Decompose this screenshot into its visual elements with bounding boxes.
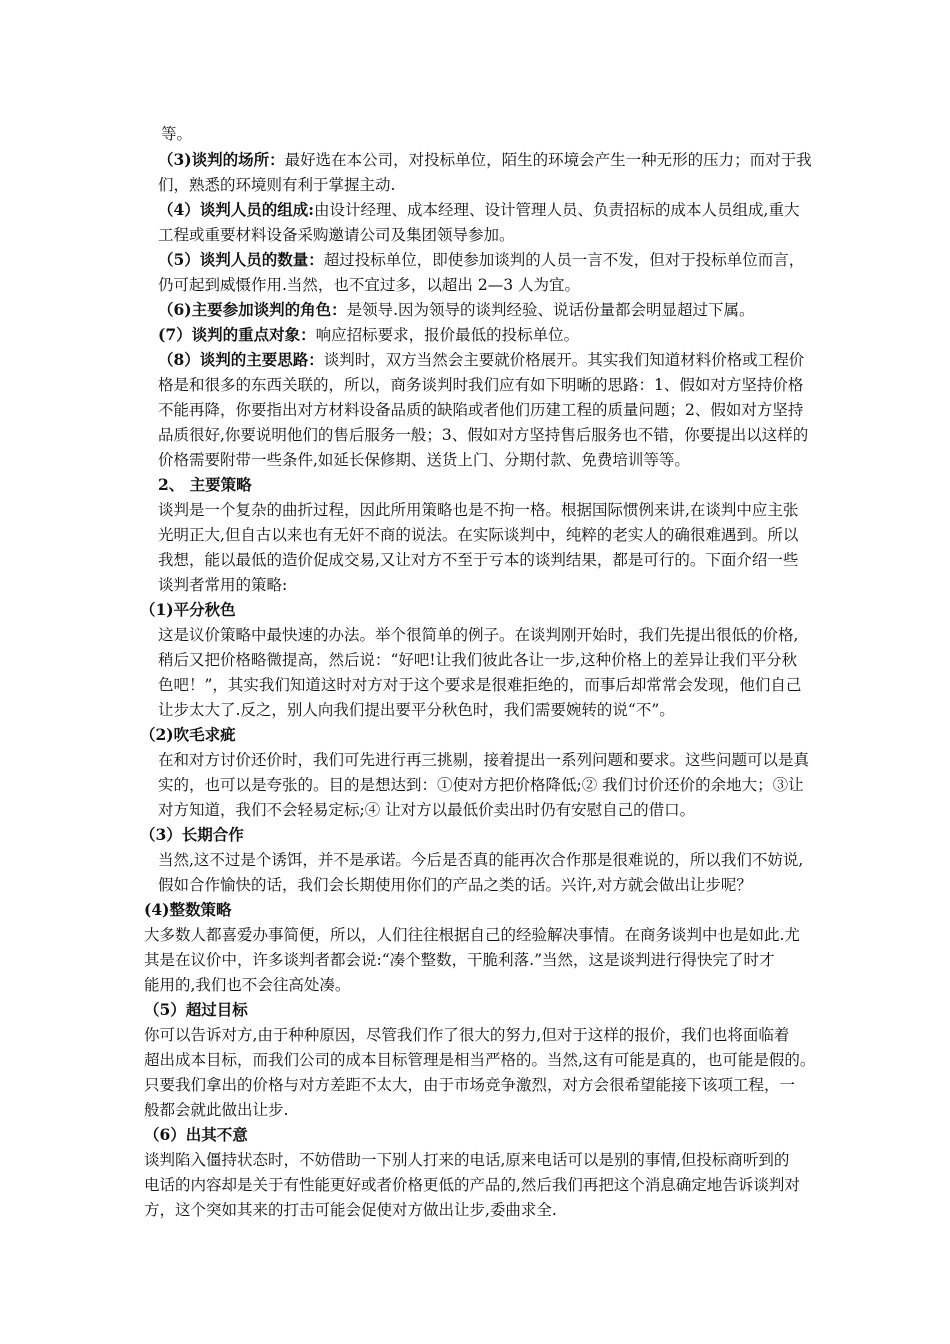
line-text: 谈判是一个复杂的曲折过程，因此所用策略也是不拘一格。根据国际惯例来讲,在谈判中应主张	[158, 501, 799, 519]
line-text: 实的，也可以是夸张的。目的是想达到：①使对方把价格降低;② 我们讨价还价的余地大；③让	[158, 776, 804, 794]
line-text: 方，这个突如其来的打击可能会促使对方做出让步,委曲求全.	[144, 1201, 557, 1219]
line-text: 最好选在本公司，对投标单位，陌生的环境会产生一种无形的压力；而对于我	[284, 151, 812, 169]
line-text: 谈判时，双方当然会主要就价格展开。其实我们知道材料价格或工程价	[323, 351, 805, 369]
line-text: 不能再降，你要指出对方材料设备品质的缺陷或者他们历建工程的质量问题；2、假如对方坚持	[158, 401, 804, 419]
line-text: 对方知道，我们不会轻易定标;④ 让对方以最低价卖出时仍有安慰自己的借口。	[158, 801, 696, 819]
line-text: 光明正大,但自古以来也有无奸不商的说法。在实际谈判中，纯粹的老实人的确很难遇到。所以	[158, 526, 799, 544]
text-line	[158, 649, 862, 671]
line-text: 价格需要附带一些条件,如延长保修期、送货上门、分期付款、免费培训等等。	[158, 451, 690, 469]
text-line	[144, 924, 860, 946]
section-heading	[140, 599, 920, 621]
line-text: 其是在议价中，许多谈判者都会说:“凑个整数，干脆利落.”当然，这是谈判进行得快完了时才	[144, 951, 775, 969]
line-text: 等。	[161, 125, 193, 143]
line-text: 让步太大了.反之，别人向我们提出要平分秋色时，我们需要婉转的说“不”。	[158, 701, 675, 719]
line-text: 电话的内容却是关于有性能更好或者价格更低的产品的,然后我们再把这个消息确定地告诉谈判对	[144, 1176, 800, 1194]
line-text: 响应招标要求，报价最低的投标单位。	[315, 326, 580, 344]
text-line	[158, 274, 938, 296]
line-text: 在和对方讨价还价时，我们可先进行再三挑剔，接着提出一系列问题和要求。这些问题可以是真	[158, 751, 810, 769]
text-line	[158, 674, 862, 696]
line-text: 仍可起到威慑作用.当然，也不宜过多，以超出 2—3 人为宜。	[158, 276, 581, 294]
line-text: 假如合作愉快的话，我们会长期使用你们的产品之类的话。兴许,对方就会做出让步呢？	[158, 876, 752, 894]
line-heading: （2)吹毛求疵	[140, 725, 236, 744]
line-text: 超出成本目标，而我们公司的成本目标管理是相当严格的。当然,这有可能是真的，也可能是假的。	[144, 1051, 816, 1069]
line-text: 由设计经理、成本经理、设计管理人员、负责招标的成本人员组成,重大	[314, 201, 800, 219]
text-line	[158, 424, 860, 446]
text-line	[158, 874, 938, 896]
line-text: 我想，能以最低的造价促成交易,又让对方不至于亏本的谈判结果，都是可行的。下面介绍一些	[158, 551, 799, 569]
text-line	[158, 699, 938, 721]
text-line	[158, 524, 860, 546]
line-text: 稍后又把价格略微提高，然后说：“好吧!让我们彼此各让一步,这种价格上的差异让我们平分秋	[158, 651, 798, 669]
text-line	[158, 774, 862, 796]
text-line	[144, 1049, 874, 1071]
line-text: 般都会就此做出让步.	[144, 1101, 289, 1119]
text-line	[158, 749, 862, 771]
line-heading: （8）谈判的主要思路：	[158, 350, 324, 369]
text-line	[144, 1174, 860, 1196]
line-text: 品质很好,你要说明他们的售后服务一般；3、假如对方坚持售后服务也不错，你要提出以这样的	[158, 426, 809, 444]
text-line	[158, 849, 862, 871]
text-line	[158, 399, 860, 421]
text-line	[144, 1024, 860, 1046]
text-line	[161, 123, 941, 145]
section-heading	[144, 899, 924, 921]
text-line	[158, 199, 860, 221]
line-heading: （3）长期合作	[140, 825, 244, 844]
text-line	[158, 249, 860, 271]
text-line	[144, 1199, 924, 1221]
line-text: 谈判陷入僵持状态时，不妨借助一下别人打来的电话,原来电话可以是别的事情,但投标商听到的	[144, 1151, 790, 1169]
text-line	[144, 1099, 924, 1121]
text-line	[158, 224, 938, 246]
line-heading: （1)平分秋色	[140, 600, 236, 619]
line-text: 色吧！”，其实我们知道这时对方对于这个要求是很难拒绝的，而事后却常常会发现，他们自己	[158, 676, 802, 694]
line-heading: （5）超过目标	[144, 1000, 248, 1019]
text-line	[144, 949, 860, 971]
line-text: 超过投标单位，即使参加谈判的人员一言不发，但对于投标单位而言，	[323, 251, 805, 269]
line-heading: (7）谈判的重点对象：	[158, 325, 316, 344]
line-text: 是领导.因为领导的谈判经验、说话份量都会明显超过下属。	[346, 301, 755, 319]
line-heading: （6)主要参加谈判的角色：	[158, 300, 347, 319]
section-heading	[140, 824, 920, 846]
line-text: 工程或重要材料设备采购邀请公司及集团领导参加。	[158, 226, 515, 244]
text-line	[158, 174, 938, 196]
line-text: 格是和很多的东西关联的，所以，商务谈判时我们应有如下明晰的思路：1、假如对方坚持价格	[158, 376, 804, 394]
line-text: 大多数人都喜爱办事简便，所以，人们往往根据自己的经验解决事情。在商务谈判中也是如此.尤	[144, 926, 800, 944]
section-heading	[144, 999, 924, 1021]
line-text: 谈判者常用的策略:	[158, 576, 288, 594]
line-text: 这是议价策略中最快速的办法。举个很简单的例子。在谈判刚开始时，我们先提出很低的价格,	[158, 626, 799, 644]
text-line	[158, 299, 938, 321]
line-heading: （3)谈判的场所：	[158, 150, 285, 169]
text-line	[158, 549, 860, 571]
line-heading: （5）谈判人员的数量：	[158, 250, 324, 269]
section-heading	[144, 1124, 924, 1146]
text-line	[158, 799, 938, 821]
text-line	[144, 974, 924, 996]
line-text: 当然,这不过是个诱饵，并不是承诺。今后是否真的能再次合作那是很难说的，所以我们不妨说,	[158, 851, 804, 869]
line-text: 只要我们拿出的价格与对方差距不太大，由于市场竞争激烈，对方会很希望能接下该项工程，一	[144, 1076, 796, 1094]
line-heading: （4）谈判人员的组成:	[158, 200, 315, 219]
line-text: 能用的,我们也不会往高处凑。	[144, 976, 351, 994]
text-line	[158, 624, 862, 646]
section-heading	[140, 724, 920, 746]
line-text: 你可以告诉对方,由于种种原因，尽管我们作了很大的努力,但对于这样的报价，我们也将面临着	[144, 1026, 790, 1044]
text-line	[144, 1149, 860, 1171]
text-line	[144, 1074, 860, 1096]
line-text: 们，熟悉的环境则有利于掌握主动.	[158, 176, 396, 194]
line-heading: （6）出其不意	[144, 1125, 248, 1144]
text-line	[158, 324, 938, 346]
line-heading: (4)整数策略	[144, 900, 232, 919]
text-line	[158, 499, 860, 521]
text-line	[158, 574, 938, 596]
line-heading: 2、 主要策略	[158, 475, 252, 494]
text-line	[158, 149, 860, 171]
text-line	[158, 349, 860, 371]
text-line	[158, 374, 860, 396]
section-heading	[158, 474, 938, 496]
text-line	[158, 449, 938, 471]
